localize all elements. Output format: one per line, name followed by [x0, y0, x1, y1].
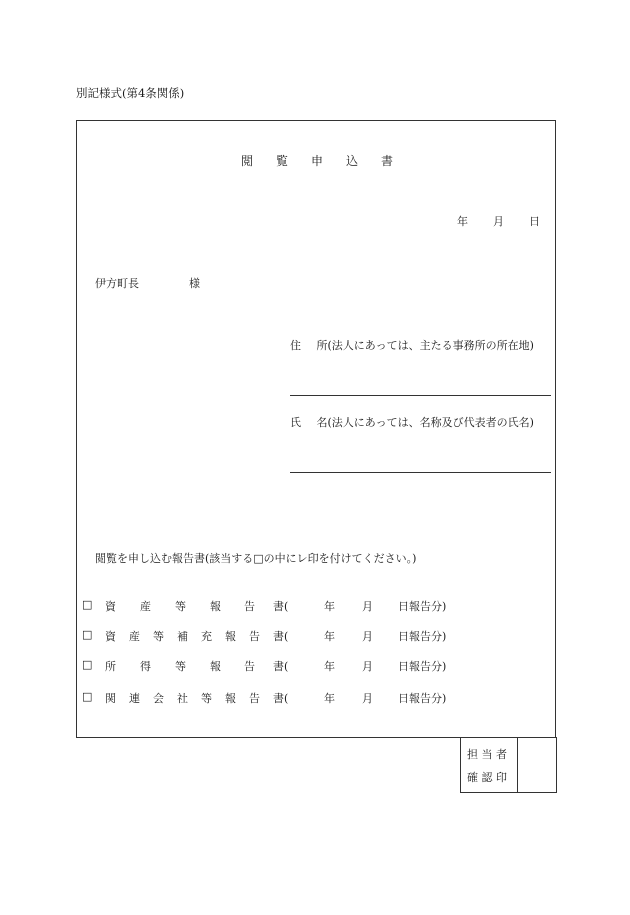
seal-area[interactable] [518, 738, 556, 792]
address-label-b: 所 [316, 339, 328, 352]
report-char: 関 [105, 692, 116, 705]
date-day: 日 [529, 215, 540, 228]
title-char: 覧 [276, 154, 289, 168]
report-year: 年 [324, 660, 335, 673]
report-tail: 日報告分) [398, 692, 447, 705]
confirm-label-line1: 担 当 者 [467, 748, 507, 761]
report-month: 月 [362, 600, 373, 613]
name-input-line[interactable] [290, 472, 551, 473]
date-month: 月 [493, 215, 504, 228]
report-char: 社 [177, 692, 188, 705]
report-char: 告 [249, 630, 260, 643]
name-label-b: 名 [316, 416, 328, 429]
report-char: 書( [273, 630, 289, 643]
report-char: 告 [244, 660, 255, 673]
staff-confirmation-box [460, 737, 557, 793]
report-char: 書( [273, 660, 289, 673]
report-char: 等 [201, 692, 212, 705]
report-checkbox[interactable]: □ [82, 690, 93, 703]
date-year: 年 [457, 215, 468, 228]
report-tail: 日報告分) [398, 600, 447, 613]
address-label [290, 337, 534, 353]
report-char: 産 [140, 600, 151, 613]
report-row-income [82, 658, 462, 674]
address-input-line[interactable] [290, 395, 551, 396]
report-char: 告 [244, 600, 255, 613]
report-char: 書( [273, 600, 289, 613]
report-char: 報 [210, 660, 221, 673]
report-char: 等 [175, 660, 186, 673]
form-label: 別記様式(第4条関係) [76, 86, 185, 100]
report-char: 等 [175, 600, 186, 613]
address-note: (法人にあっては、主たる事務所の所在地) [327, 339, 534, 352]
report-row-supplement [82, 628, 462, 644]
name-label [290, 414, 534, 430]
report-month: 月 [362, 630, 373, 643]
title-char: 閲 [241, 154, 254, 168]
report-char: 報 [225, 630, 236, 643]
report-tail: 日報告分) [398, 630, 447, 643]
report-char: 書( [273, 692, 289, 705]
report-checkbox[interactable]: □ [82, 658, 93, 671]
report-char: 産 [129, 630, 140, 643]
report-char: 資 [105, 600, 116, 613]
report-month: 月 [362, 692, 373, 705]
report-year: 年 [324, 630, 335, 643]
name-note: (法人にあっては、名称及び代表者の氏名) [327, 416, 534, 429]
title-char: 込 [346, 154, 359, 168]
report-char: 資 [105, 630, 116, 643]
report-char: 所 [105, 660, 116, 673]
report-checkbox[interactable]: □ [82, 598, 93, 611]
report-year: 年 [324, 600, 335, 613]
addressee-honorific: 様 [189, 277, 200, 290]
report-char: 等 [153, 630, 164, 643]
addressee-name: 伊方町長 [95, 277, 139, 290]
title-char: 申 [311, 154, 324, 168]
report-char: 会 [153, 692, 164, 705]
report-month: 月 [362, 660, 373, 673]
report-char: 充 [201, 630, 212, 643]
report-char: 告 [249, 692, 260, 705]
report-checkbox[interactable]: □ [82, 628, 93, 641]
report-char: 連 [129, 692, 140, 705]
report-char: 補 [177, 630, 188, 643]
report-char: 報 [225, 692, 236, 705]
address-label-a: 住 [290, 339, 301, 352]
report-row-assets [82, 598, 462, 614]
confirm-label-line2: 確 認 印 [467, 771, 507, 784]
instruction-text: 閲覧を申し込む報告書(該当する□の中にレ印を付けてください。) [95, 552, 417, 565]
report-tail: 日報告分) [398, 660, 447, 673]
name-label-a: 氏 [290, 416, 301, 429]
report-char: 報 [210, 600, 221, 613]
report-char: 得 [140, 660, 151, 673]
report-year: 年 [324, 692, 335, 705]
title-char: 書 [381, 154, 394, 168]
report-row-affiliates [82, 690, 462, 706]
